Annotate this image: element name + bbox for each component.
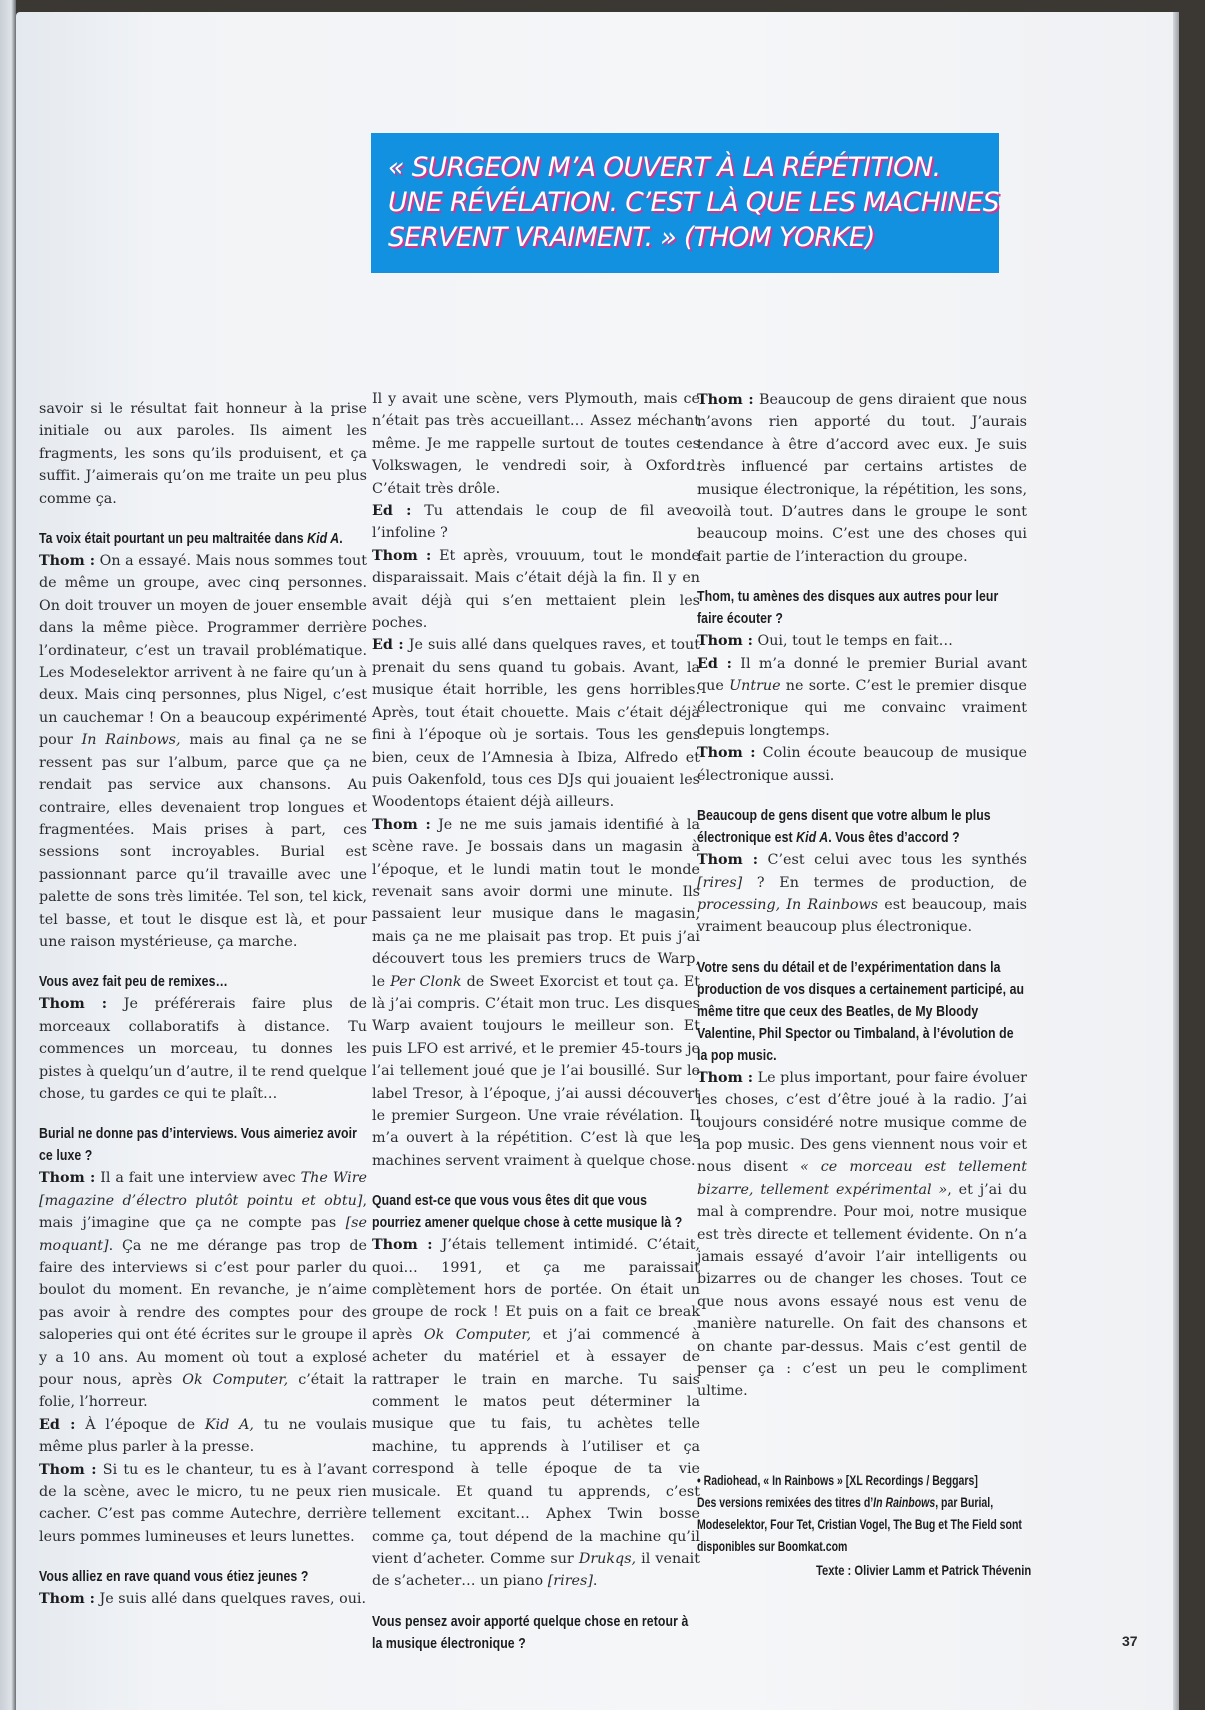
aside-note: [rires]	[697, 874, 743, 891]
answer: Thom : Je suis allé dans quelques raves, oui.	[39, 1591, 367, 1608]
speaker-label: Ed :	[372, 637, 404, 654]
interview-question: Thom, tu amènes des disques aux autres pour leur faire écouter ?	[697, 589, 999, 628]
credit-line: • Radiohead, « In Rainbows » [XL Recordings / Beggars]	[697, 1473, 978, 1488]
answer: Thom : Et après, vrouuum, tout le monde disparaissait. Mais c’était déjà la fin. Il y en avait déjà qui s’en mettaient plein les poches.	[372, 547, 700, 632]
answer: Thom : Je préférerais faire plus de morceaux collaboratifs à distance. Tu commences un morceau, tu donnes les pistes à quelqu’un d’autre, il te rend quelque chose, tu gardes ce qui te plaît…	[39, 996, 367, 1102]
answer: Thom : Colin écoute beaucoup de musique électronique aussi.	[697, 745, 1028, 784]
album-title: In Rainbows	[873, 1495, 936, 1510]
speaker-label: Thom :	[372, 547, 432, 564]
answer: Ed : Il m’a donné le premier Burial avant que Untrue ne sorte. C’est le premier disque électronique qui me convainc vraiment depuis longtemps.	[697, 655, 1027, 739]
interview-question: Beaucoup de gens disent que votre album le plus électronique est Kid A. Vous êtes d’accord ?	[697, 808, 991, 847]
speaker-label: Thom :	[39, 996, 108, 1013]
paragraph: Il y avait une scène, vers Plymouth, mais ce n’était pas très accueillant… Assez méchant même. Je me rappelle surtout de toutes ces Volkswagen, le vendredi soir, à Oxford. C’était très drôle.	[372, 391, 700, 497]
speaker-label: Ed :	[372, 503, 412, 520]
answer: Thom : Si tu es le chanteur, tu es à l’avant de la scène, avec le micro, tu ne peux rien cacher. C’est pas comme Autechre, derrière leurs pommes lumineuses et leurs lunettes.	[39, 1461, 367, 1545]
album-title: In Rainbows,	[81, 732, 181, 749]
album-title: Kid A,	[204, 1416, 254, 1433]
magazine-spine	[0, 0, 16, 1710]
speaker-label: Thom :	[697, 633, 753, 650]
speaker-label: Thom :	[372, 816, 431, 833]
speaker-label: Thom :	[39, 1170, 96, 1187]
album-title: Drukqs,	[578, 1550, 637, 1567]
speaker-label: Ed :	[697, 655, 732, 672]
pull-quote-line: SERVENT VRAIMENT. » (THOM YORKE)	[388, 222, 875, 253]
aside-note: [magazine d’électro plutôt pointu et obtu]	[39, 1192, 363, 1209]
answer: Thom : Beaucoup de gens diraient que nous n’avons rien apporté du tout. J’aurais tendance à être d’accord avec eux. Je suis très influencé par certains artistes de musique électronique, la répétition, les sons, voilà tout. D’autres dans le groupe le sont beaucoup moins. C’est une des choses qui fait partie de l’interaction du groupe.	[697, 392, 1028, 565]
album-title: Untrue	[729, 678, 781, 695]
album-title: Kid A	[796, 830, 829, 847]
interview-question: Votre sens du détail et de l’expérimentation dans la production de vos disques a certainement participé, au même titre que ceux des Beatles, de My Bloody Valentine, Phil Spector ou Timbaland, à l’évolution de la pop music.	[697, 959, 1025, 1064]
pull-quote-line: UNE RÉVÉLATION. C’EST LÀ QUE LES MACHINES	[388, 187, 999, 218]
aside-note: [se moquant]	[39, 1215, 367, 1254]
text-column-2	[372, 388, 700, 1655]
speaker-label: Thom :	[697, 1069, 754, 1086]
speaker-label: Thom :	[697, 745, 756, 762]
interview-question: Vous avez fait peu de remixes…	[39, 974, 228, 991]
inline-quote: « ce morceau est tellement bizarre, tellement expérimental »	[697, 1159, 1027, 1198]
page-number: 37	[1122, 1633, 1138, 1649]
interview-question: Ta voix était pourtant un peu maltraitée dans Kid A.	[39, 531, 343, 548]
answer: Thom : J’étais tellement intimidé. C’était, quoi… 1991, et ça me paraissait complètement hors de portée. On était un groupe de rock ! Et puis on a fait ce break après Ok Computer, et j’ai commencé à acheter du matériel et à essayer de rattraper le train en marche. Tu sais comment le matos peut déterminer la musique que tu fais, tu achètes telle machine, tu apprends à l’utiliser et ça correspond à telle époque de ta vie musicale. Et quand tu apprends, c’est tellement excitant… Aphex Twin bosse comme ça, tout dépend de la machine qu’il vient d’acheter. Comme sur Drukqs, il venait de s’acheter… un piano [rires].	[372, 1237, 701, 1590]
speaker-label: Thom :	[697, 852, 758, 869]
record-title: Per Clonk	[390, 973, 462, 990]
album-title: Kid A	[307, 531, 340, 548]
interview-question: Burial ne donne pas d’interviews. Vous aimeriez avoir ce luxe ?	[39, 1126, 357, 1165]
text-column-1	[39, 398, 367, 1611]
answer: Thom : Oui, tout le temps en fait…	[697, 633, 953, 650]
answer: Thom : C’est celui avec tous les synthés [rires] ? En termes de production, de processing, In Rainbows est beaucoup, mais vraiment beaucoup plus électronique.	[697, 852, 1028, 936]
interview-question: Vous pensez avoir apporté quelque chose en retour à la musique électronique ?	[372, 1613, 689, 1652]
answer: Thom : On a essayé. Mais nous sommes tout de même un groupe, avec cinq personnes. On doit trouver un moyen de jouer ensemble dans la même pièce. Programmer derrière l’ordinateur, c’est un travail problématique. Les Modeselektor arrivent à ne faire qu’un à deux. Mais cinq personnes, plus Nigel, c’est un cauchemar ! On a beaucoup expérimenté pour In Rainbows, mais au final ça ne se ressent pas sur l’album, parce que ça ne rendait pas service aux chansons. Au contraire, elles devenaient trop longues et fragmentées. Mais prises à part, ces sessions sont incroyables. Burial est passionnant parce qu’il travaille avec une palette de sons très limitée. Tel son, tel kick, tel basse, et tout le disque est là, et pour une raison mystérieuse, ça marche.	[39, 553, 367, 950]
pull-quote-box	[371, 133, 999, 273]
paragraph: savoir si le résultat fait honneur à la prise initiale ou aux paroles. Ils aiment les fragments, les sons qu’ils produisent, et ça suffit. J’aimerais qu’on me traite un peu plus comme ça.	[39, 401, 367, 507]
speaker-label: Thom :	[697, 392, 754, 408]
magazine-title: The Wire	[300, 1170, 368, 1187]
speaker-label: Thom :	[39, 1461, 97, 1478]
answer: Ed : Je suis allé dans quelques raves, et tout prenait du sens quand tu gobais. Avant, la musique était horrible, les gens horribles. Après, tout était chouette. Mais c’était déjà fini à l’époque où je sortais. Tous les gens bien, ceux de l’Amnesia à Ibiza, Alfredo et puis Oakenfold, tous ces DJs qui jouaient les Woodentops étaient déjà ailleurs.	[372, 637, 700, 811]
page-edge	[1173, 12, 1179, 1710]
album-title: processing, In Rainbows	[697, 896, 879, 913]
interview-question: Vous alliez en rave quand vous étiez jeunes ?	[39, 1569, 309, 1586]
answer: Ed : Tu attendais le coup de fil avec l’infoline ?	[372, 503, 700, 542]
album-title: Ok Computer,	[423, 1326, 532, 1343]
speaker-label: Ed :	[39, 1416, 76, 1433]
answer: Thom : Je ne me suis jamais identifié à la scène rave. Je bossais dans un magasin à l’époque, et le lundi matin tout le monde revenait sans avoir dormi une minute. Ils passaient leur musique dans le magasin, mais ça ne me plaisait pas trop. Et puis j’ai découvert tous les premiers trucs de Warp, le Per Clonk de Sweet Exorcist et tout ça. Et là j’ai compris. C’était mon truc. Les disques Warp avaient toujours le meilleur son. Et puis LFO est arrivé, et le premier 45-tours je l’ai tellement joué que je l’ai bousillé. Sur le label Tresor, à l’époque, j’ai aussi découvert le premier Surgeon. Une vraie révélation. Il m’a ouvert à la répétition. C’est là que les machines servent vraiment à quelque chose.	[372, 816, 701, 1169]
speaker-label: Thom :	[39, 553, 96, 570]
album-credits	[697, 1470, 1032, 1558]
byline: Texte : Olivier Lamm et Patrick Thévenin	[816, 1562, 1032, 1578]
text-column-3	[697, 389, 1027, 1403]
credit-line: Des versions remixées des titres d’In Rainbows, par Burial, Modeselektor, Four Tet, Cristian Vogel, The Bug et The Field sont disponibles sur Boomkat.com	[697, 1495, 1022, 1554]
speaker-label: Thom :	[372, 1237, 433, 1254]
pull-quote	[388, 150, 999, 255]
pull-quote-line: « SURGEON M’A OUVERT À LA RÉPÉTITION.	[388, 152, 941, 183]
aside-note: [rires]	[547, 1573, 593, 1590]
album-title: Ok Computer,	[182, 1372, 289, 1389]
answer: Ed : À l’époque de Kid A, tu ne voulais même plus parler à la presse.	[39, 1416, 367, 1456]
interview-question: Quand est-ce que vous vous êtes dit que vous pourriez amener quelque chose à cette musique là ?	[372, 1193, 683, 1232]
answer: Thom : Le plus important, pour faire évoluer les choses, c’est d’être joué à la radio. J’ai toujours considéré notre musique comme de la pop music. Des gens viennent nous voir et nous disent « ce morceau est tellement bizarre, tellement expérimental », et j’ai du mal à comprendre. Pour moi, notre musique est très directe et tellement évidente. On n’a jamais essayé d’avoir l’air intelligents ou bizarres ou de changer les choses. Tout ce que nous avons essayé nous est venu de manière naturelle. On fait des chansons et on chante par-dessus. Mais c’est gentil de penser ça : c’est un peu le compliment ultime.	[697, 1069, 1028, 1400]
answer: Thom : Il a fait une interview avec The Wire [magazine d’électro plutôt pointu et obtu], mais j’imagine que ça ne compte pas [se moquant]. Ça ne me dérange pas trop de faire des interviews si c’est pour parler du boulot du moment. En revanche, je n’aime pas avoir à rendre des comptes pour des saloperies qui ont été écrites sur le groupe il y a 10 ans. Au moment où tout a explosé pour nous, après Ok Computer, c’était la folie, l’horreur.	[39, 1170, 368, 1411]
speaker-label: Thom :	[39, 1591, 95, 1608]
